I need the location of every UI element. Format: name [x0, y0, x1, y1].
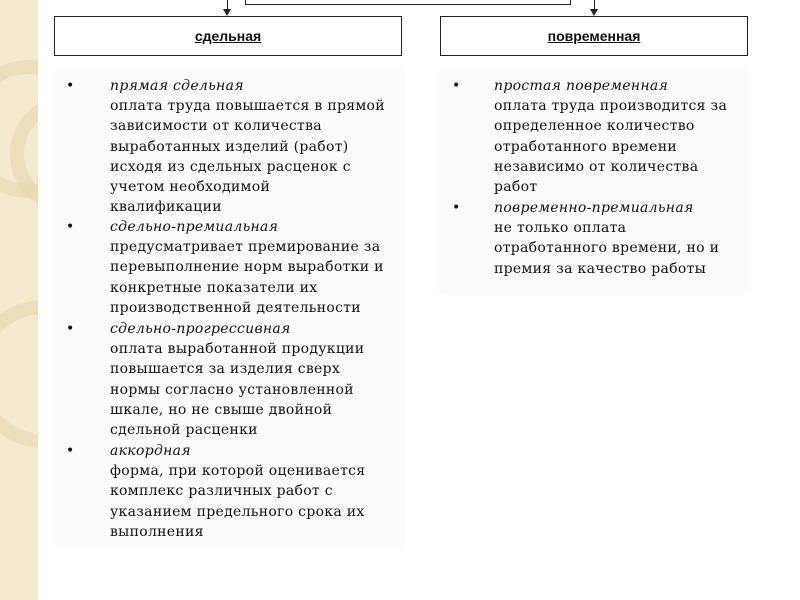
bullet: •: [66, 78, 75, 94]
item-direct-piecework: [66, 76, 401, 218]
item-line: отработанного времени: [494, 138, 678, 155]
item-line: определенное количество: [494, 118, 695, 135]
item-line: указанием предельного срока их: [110, 503, 365, 520]
item-line: отработанного времени, но и: [494, 240, 720, 257]
item-title: повременно-премиальная: [494, 200, 694, 216]
item-line: перевыполнение норм выработки и: [110, 259, 384, 276]
bullet: •: [452, 78, 461, 94]
item-piecework-bonus: [66, 217, 401, 318]
bullet: •: [66, 219, 75, 235]
item-line: оплата труда повышается в прямой: [110, 98, 385, 114]
item-line: исходя из сдельных расценок с: [110, 158, 351, 175]
item-line: сдельной расценки: [110, 422, 258, 439]
item-line: производственной деятельности: [110, 299, 361, 316]
item-piecework-progressive: [66, 319, 401, 440]
bullet: •: [452, 200, 461, 216]
item-line: оплата выработанной продукции: [110, 341, 365, 357]
item-title: простая повременная: [494, 78, 669, 94]
item-line: работ: [494, 179, 538, 196]
item-line: квалификации: [110, 199, 222, 216]
bullet: •: [66, 443, 75, 459]
item-line: зависимости от количества: [110, 118, 322, 135]
item-line: премия за качество работы: [494, 260, 707, 277]
bullet: •: [66, 321, 75, 337]
item-title: сдельно-премиальная: [110, 219, 279, 235]
item-simple-time: [452, 76, 747, 197]
item-title: прямая сдельная: [110, 78, 244, 94]
item-line: выполнения: [110, 523, 204, 540]
arrow-left-head: [223, 9, 231, 16]
item-line: независимо от количества: [494, 158, 699, 175]
item-time-bonus: [452, 198, 747, 279]
item-line: не только оплата: [494, 220, 627, 236]
item-line: выработанных изделий (работ): [110, 138, 349, 155]
time-based-header: повременная: [440, 16, 748, 56]
item-line: комплекс различных работ с: [110, 483, 333, 500]
item-line: предусматривает премирование за: [110, 239, 381, 255]
item-line: учетом необходимой: [110, 179, 271, 196]
item-lump-sum: [66, 441, 401, 542]
item-line: оплата труда производится за: [494, 98, 728, 114]
arrow-right-head: [590, 9, 598, 16]
item-line: конкретные показатели их: [110, 279, 318, 296]
item-line: нормы согласно установленной: [110, 381, 354, 398]
item-line: повышается за изделия сверх: [110, 361, 341, 378]
item-title: аккордная: [110, 443, 191, 459]
piecework-header: сдельная: [54, 16, 402, 56]
parent-box: [245, 0, 571, 5]
item-line: шкале, но не свыше двойной: [110, 401, 333, 418]
item-line: форма, при которой оценивается: [110, 463, 366, 479]
item-title: сдельно-прогрессивная: [110, 321, 291, 337]
